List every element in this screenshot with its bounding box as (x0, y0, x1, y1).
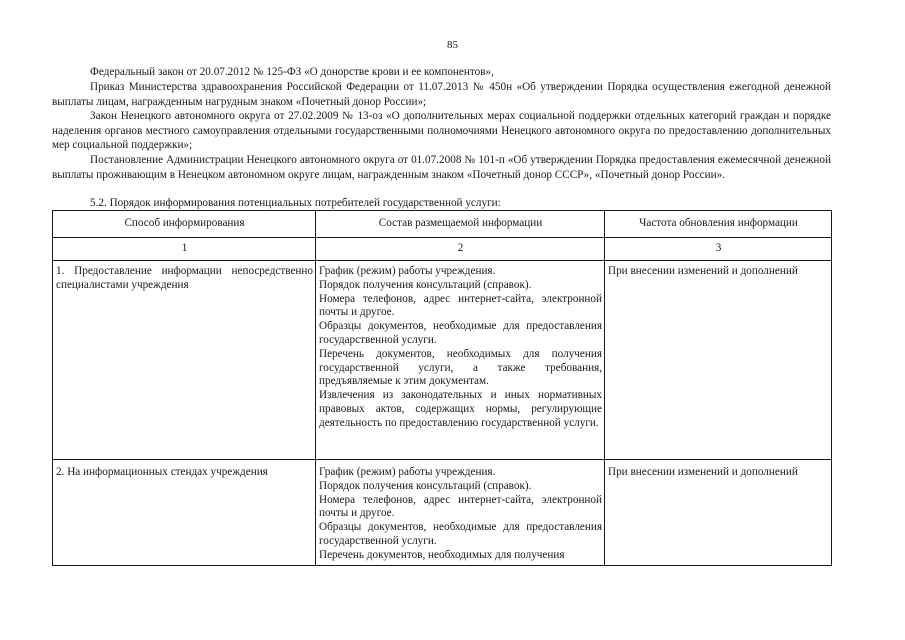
content-item: Извлечения из законодательных и иных нормативных правовых актов, содержащих нормы, регулирующие деятельность по предоставлению государственной услуги. (319, 389, 602, 429)
page-bottom-margin (0, 580, 905, 640)
content-item: Порядок получения консультаций (справок). (319, 479, 532, 492)
table-number-row (53, 238, 832, 261)
table-row (53, 460, 832, 566)
content-item: График (режим) работы учреждения. (319, 466, 496, 478)
header-method: Способ информирования (53, 211, 316, 238)
table-header-row (53, 211, 832, 238)
header-content: Состав размещаемой информации (316, 211, 605, 238)
method-cell: 2. На информационных стендах учреждения (53, 460, 316, 566)
content-item: Порядок получения консультаций (справок). (319, 278, 532, 291)
paragraph-regional-law: Закон Ненецкого автономного округа от 27.02.2009 № 13-оз «О дополнительных мерах социальной поддержки отдельных категорий граждан и порядке наделения органов местного самоуправления отдельными государственными полномочиями Ненецкого автономного округа по предоставлению дополнительных мер социальной поддержки»; (52, 110, 831, 151)
content-item: Номера телефонов, адрес интернет-сайта, электронной почты и другое. (319, 292, 602, 319)
column-number-2: 2 (316, 238, 605, 261)
page-number: 85 (447, 39, 458, 51)
section-heading: 5.2. Порядок информирования потенциальных потребителей государственной услуги: (90, 197, 501, 209)
frequency-cell: При внесении изменений и дополнений (605, 460, 832, 566)
column-number-3: 3 (605, 238, 832, 261)
content-item: Образцы документов, необходимые для предоставления государственной услуги. (319, 320, 602, 346)
content-item: Перечень документов, необходимых для получения (319, 548, 565, 561)
table-row (53, 261, 832, 460)
content-cell (316, 261, 605, 460)
content-item: Номера телефонов, адрес интернет-сайта, электронной почты и другое. (319, 493, 602, 520)
information-table (52, 210, 832, 566)
content-item: Образцы документов, необходимые для предоставления государственной услуги. (319, 521, 602, 547)
header-frequency: Частота обновления информации (605, 211, 832, 238)
column-number-1: 1 (53, 238, 316, 261)
paragraph-federal-law: Федеральный закон от 20.07.2012 № 125-ФЗ «О донорстве крови и ее компонентов», (90, 66, 494, 78)
content-item: График (режим) работы учреждения. (319, 265, 496, 277)
frequency-cell: При внесении изменений и дополнений (605, 261, 832, 460)
paragraph-administration-decree: Постановление Администрации Ненецкого автономного округа от 01.07.2008 № 101-п «Об утверждении Порядка предоставления ежемесячной денежной выплаты проживающим в Ненецком автономном округе лицам, награжденным знаком «Почетный донор СССР», «Почетный донор России». (52, 154, 831, 181)
paragraph-ministry-order: Приказ Министерства здравоохранения Российской Федерации от 11.07.2013 № 450н «Об утверждении Порядка осуществления ежегодной денежной выплаты лицам, награжденным нагрудным знаком «Почетный донор России»; (52, 81, 831, 108)
method-cell: 1. Предоставление информации непосредственно специалистами учреждения (53, 261, 316, 460)
content-item: Перечень документов, необходимых для получения государственной услуги, а также требования, предъявляемые к этим документам. (319, 347, 602, 388)
content-cell (316, 460, 605, 566)
